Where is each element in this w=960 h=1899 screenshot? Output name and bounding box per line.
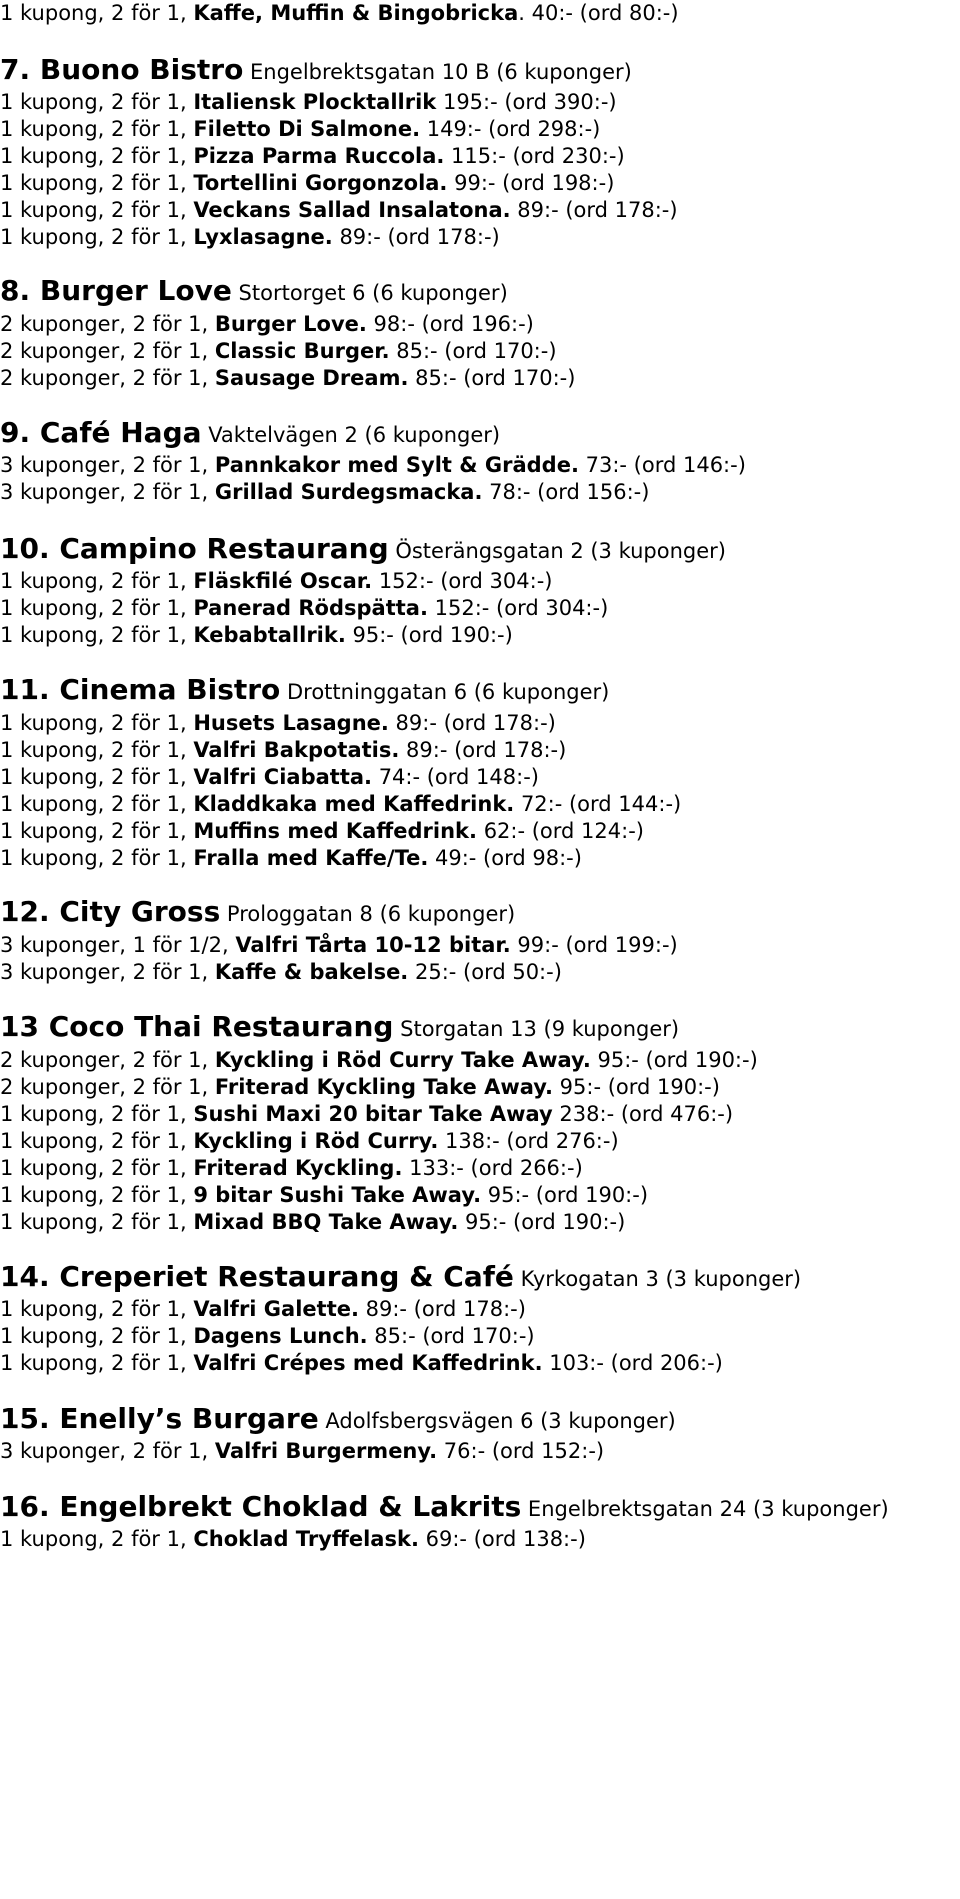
coupon-price: 76:- (ord 152:-) [437,1439,605,1463]
coupon-item: Sushi Maxi 20 bitar Take Away [193,1102,553,1126]
restaurant-address: Drottninggatan 6 (6 kuponger) [280,680,610,704]
coupon-item: Valfri Tårta 10-12 bitar. [235,933,511,957]
coupon-price: 99:- (ord 198:-) [447,171,615,195]
coupon-item: Lyxlasagne. [193,225,333,249]
restaurant-header [0,895,515,929]
coupon-terms: 1 kupong, 2 för 1, [0,90,194,114]
coupon-terms: 1 kupong, 2 för 1, [0,171,194,195]
coupon-price: 133:- (ord 266:-) [402,1156,583,1180]
restaurant-number: 7. [0,53,40,86]
restaurant-address: Adolfsbergsvägen 6 (3 kuponger) [318,1409,676,1433]
restaurant-header [0,1010,679,1044]
coupon-terms: 1 kupong, 2 för 1, [0,569,194,593]
coupon-price: 89:- (ord 178:-) [510,198,678,222]
restaurant-header [0,274,508,308]
coupon-price: 69:- (ord 138:-) [418,1527,586,1551]
coupon-price: 72:- (ord 144:-) [514,792,682,816]
restaurant-header [0,532,726,566]
coupon-line [0,845,582,871]
restaurant-name: Café Haga [39,416,202,449]
coupon-line [0,737,566,763]
coupon-terms: 1 kupong, 2 för 1, [0,765,194,789]
coupon-line [0,89,617,115]
restaurant-header [0,53,632,87]
coupon-price: 85:- (ord 170:-) [367,1324,535,1348]
coupon-line [0,1182,648,1208]
coupon-item: Choklad Tryffelask. [193,1527,419,1551]
coupon-item: 9 bitar Sushi Take Away. [193,1183,482,1207]
coupon-item: Pannkakor med Sylt & Grädde. [214,453,579,477]
restaurant-address: Kyrkogatan 3 (3 kuponger) [513,1267,802,1291]
coupon-terms: 1 kupong, 2 för 1, [0,1351,194,1375]
coupon-line [0,1155,583,1181]
coupon-price: 25:- (ord 50:-) [408,960,562,984]
coupon-line [0,0,679,26]
coupon-terms: 1 kupong, 2 för 1, [0,1210,194,1234]
coupon-terms: 1 kupong, 2 för 1, [0,819,194,843]
coupon-item: Italiensk Plocktallrik [193,90,437,114]
coupon-price: 73:- (ord 146:-) [578,453,746,477]
coupon-price: 95:- (ord 190:-) [481,1183,649,1207]
coupon-terms: 2 kuponger, 2 för 1, [0,339,215,363]
restaurant-name: Engelbrekt Choklad & Lakrits [59,1490,522,1523]
coupon-price: 149:- (ord 298:-) [420,117,601,141]
coupon-item: Valfri Burgermeny. [214,1439,438,1463]
coupon-item: Panerad Rödspätta. [193,596,428,620]
restaurant-name: City Gross [59,895,221,928]
coupon-line [0,764,539,790]
coupon-terms: 2 kuponger, 2 för 1, [0,366,215,390]
coupon-terms: 1 kupong, 2 för 1, [0,1183,194,1207]
coupon-item: Fläskfilé Oscar. [193,569,373,593]
coupon-line [0,311,534,337]
restaurant-address: Vaktelvägen 2 (6 kuponger) [201,423,501,447]
coupon-item: Filetto Di Salmone. [193,117,421,141]
coupon-item: Friterad Kyckling Take Away. [214,1075,553,1099]
coupon-terms: 1 kupong, 2 för 1, [0,1297,194,1321]
coupon-item: Husets Lasagne. [193,711,389,735]
restaurant-number: 11. [0,673,60,706]
coupon-item: Grillad Surdegsmacka. [214,480,483,504]
coupon-price: 152:- (ord 304:-) [427,596,609,620]
coupon-price: 49:- (ord 98:-) [428,846,582,870]
coupon-item: Burger Love. [214,312,367,336]
coupon-terms: 1 kupong, 2 för 1, [0,623,194,647]
coupon-item: Valfri Galette. [193,1297,359,1321]
coupon-price: 195:- (ord 390:-) [436,90,617,114]
coupon-terms: 1 kupong, 2 för 1, [0,1129,194,1153]
coupon-price: 95:- (ord 190:-) [345,623,513,647]
coupon-terms: 3 kuponger, 2 för 1, [0,960,215,984]
coupon-item: Valfri Crépes med Kaffedrink. [193,1351,543,1375]
coupon-line [0,595,608,621]
coupon-item: Kebabtallrik. [193,623,346,647]
restaurant-number: 15. [0,1402,60,1435]
restaurant-name: Cinema Bistro [59,673,281,706]
coupon-terms: 3 kuponger, 2 för 1, [0,453,215,477]
restaurant-header [0,1402,676,1436]
coupon-terms: 2 kuponger, 2 för 1, [0,1048,215,1072]
restaurant-address: Engelbrektsgatan 10 B (6 kuponger) [243,60,632,84]
coupon-price: . 40:- (ord 80:-) [518,1,679,25]
coupon-line [0,1047,758,1073]
coupon-price: 138:- (ord 276:-) [438,1129,619,1153]
restaurant-address: Prologgatan 8 (6 kuponger) [220,902,516,926]
restaurant-number: 12. [0,895,60,928]
coupon-item: Classic Burger. [214,339,390,363]
coupon-item: Sausage Dream. [214,366,409,390]
coupon-item: Kyckling i Röd Curry Take Away. [214,1048,591,1072]
coupon-terms: 1 kupong, 2 för 1, [0,1156,194,1180]
restaurant-name: Creperiet Restaurang & Café [59,1260,514,1293]
coupon-line [0,224,500,250]
coupon-terms: 1 kupong, 2 för 1, [0,1102,194,1126]
coupon-price: 98:- (ord 196:-) [366,312,534,336]
coupon-line [0,959,562,985]
restaurant-number: 13 [0,1010,49,1043]
coupon-item: Valfri Ciabatta. [193,765,373,789]
restaurant-number: 14. [0,1260,60,1293]
restaurant-address: Stortorget 6 (6 kuponger) [231,281,508,305]
coupon-item: Fralla med Kaffe/Te. [193,846,429,870]
coupon-line [0,143,625,169]
restaurant-header [0,1490,889,1524]
restaurant-name: Campino Restaurang [59,532,389,565]
coupon-line [0,365,575,391]
coupon-price: 95:- (ord 190:-) [552,1075,720,1099]
coupon-terms: 1 kupong, 2 för 1, [0,198,194,222]
coupon-item: Tortellini Gorgonzola. [193,171,448,195]
coupon-terms: 1 kupong, 2 för 1, [0,117,194,141]
coupon-item: Mixad BBQ Take Away. [193,1210,459,1234]
coupon-line [0,1128,619,1154]
coupon-terms: 1 kupong, 2 för 1, [0,225,194,249]
coupon-terms: 2 kuponger, 2 för 1, [0,312,215,336]
restaurant-header [0,416,500,450]
coupon-price: 238:- (ord 476:-) [552,1102,734,1126]
coupon-line [0,568,552,594]
coupon-price: 89:- (ord 178:-) [358,1297,526,1321]
coupon-item: Kladdkaka med Kaffedrink. [193,792,515,816]
coupon-line [0,1323,535,1349]
coupon-terms: 1 kupong, 2 för 1, [0,792,194,816]
coupon-price: 103:- (ord 206:-) [542,1351,723,1375]
coupon-line [0,710,556,736]
coupon-terms: 1 kupong, 2 för 1, [0,1324,194,1348]
coupon-line [0,197,678,223]
coupon-line [0,791,681,817]
coupon-terms: 1 kupong, 2 för 1, [0,738,194,762]
coupon-line [0,479,649,505]
coupon-price: 95:- (ord 190:-) [590,1048,758,1072]
restaurant-address: Österängsgatan 2 (3 kuponger) [388,539,726,563]
coupon-price: 99:- (ord 199:-) [510,933,678,957]
restaurant-number: 16. [0,1490,60,1523]
coupon-terms: 1 kupong, 2 för 1, [0,711,194,735]
coupon-line [0,1209,625,1235]
restaurant-name: Burger Love [39,274,232,307]
coupon-item: Kyckling i Röd Curry. [193,1129,439,1153]
coupon-terms: 1 kupong, 2 för 1, [0,846,194,870]
restaurant-number: 9. [0,416,40,449]
coupon-price: 85:- (ord 170:-) [408,366,576,390]
coupon-price: 152:- (ord 304:-) [372,569,553,593]
restaurant-name: Enelly’s Burgare [59,1402,319,1435]
coupon-item: Muffins med Kaffedrink. [193,819,478,843]
coupon-price: 62:- (ord 124:-) [477,819,644,843]
coupon-line [0,932,678,958]
coupon-terms: 1 kupong, 2 för 1, [0,596,194,620]
coupon-line [0,452,746,478]
coupon-line [0,170,614,196]
coupon-item: Kaffe, Muffin & Bingobricka [193,1,519,25]
coupon-terms: 2 kuponger, 2 för 1, [0,1075,215,1099]
coupon-line [0,1526,586,1552]
coupon-item: Veckans Sallad Insalatona. [193,198,511,222]
coupon-terms: 3 kuponger, 2 för 1, [0,1439,215,1463]
coupon-terms: 3 kuponger, 1 för 1/2, [0,933,236,957]
coupon-line [0,116,600,142]
coupon-line [0,338,557,364]
coupon-terms: 1 kupong, 2 för 1, [0,1527,194,1551]
coupon-price: 89:- (ord 178:-) [388,711,556,735]
restaurant-header [0,673,609,707]
coupon-terms: 1 kupong, 2 för 1, [0,144,194,168]
coupon-line [0,622,513,648]
coupon-line [0,1101,733,1127]
restaurant-name: Coco Thai Restaurang [48,1010,394,1043]
coupon-terms: 3 kuponger, 2 för 1, [0,480,215,504]
coupon-item: Valfri Bakpotatis. [193,738,400,762]
coupon-price: 89:- (ord 178:-) [332,225,500,249]
restaurant-number: 8. [0,274,40,307]
restaurant-address: Engelbrektsgatan 24 (3 kuponger) [521,1497,889,1521]
coupon-line [0,818,644,844]
coupon-item: Dagens Lunch. [193,1324,368,1348]
coupon-price: 74:- (ord 148:-) [372,765,539,789]
coupon-line [0,1350,723,1376]
coupon-price: 89:- (ord 178:-) [399,738,567,762]
coupon-price: 95:- (ord 190:-) [458,1210,626,1234]
restaurant-number: 10. [0,532,60,565]
restaurant-address: Storgatan 13 (9 kuponger) [393,1017,680,1041]
coupon-line [0,1296,526,1322]
coupon-price: 115:- (ord 230:-) [444,144,625,168]
coupon-price: 85:- (ord 170:-) [389,339,557,363]
coupon-line [0,1438,604,1464]
coupon-price: 78:- (ord 156:-) [482,480,650,504]
restaurant-header [0,1260,801,1294]
coupon-terms: 1 kupong, 2 för 1, [0,1,194,25]
restaurant-name: Buono Bistro [39,53,244,86]
coupon-item: Pizza Parma Ruccola. [193,144,445,168]
coupon-item: Friterad Kyckling. [193,1156,403,1180]
coupon-line [0,1074,720,1100]
coupon-item: Kaffe & bakelse. [214,960,409,984]
